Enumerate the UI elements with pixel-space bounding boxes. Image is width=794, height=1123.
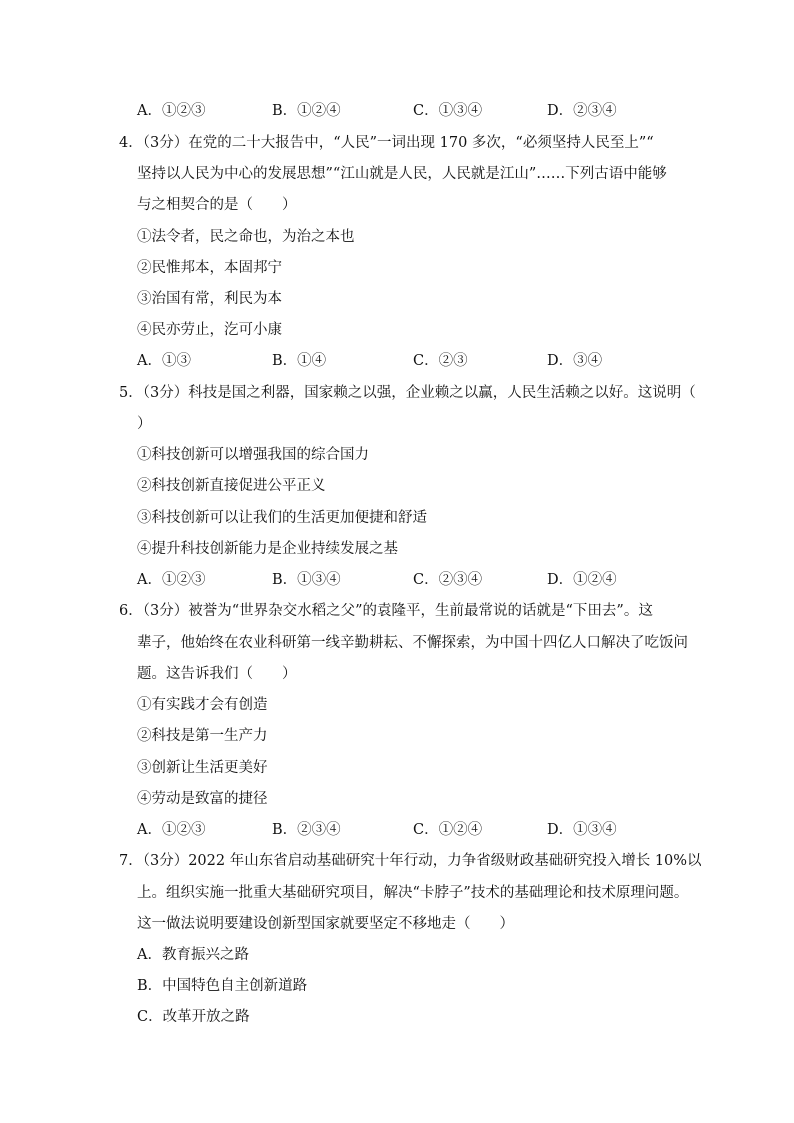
q5-option-c: C．②③④ [413, 572, 483, 588]
q4-option-a: A．①③ [137, 353, 191, 369]
q4-item-3: ③治国有常，利民为本 [137, 291, 282, 307]
q7-option-c: C．改革开放之路 [137, 1009, 250, 1025]
q4-option-b: B．①④ [272, 353, 327, 369]
q6-stem-line-3: 题。这告诉我们（ ） [137, 666, 297, 682]
q4-item-4: ④民亦劳止，汔可小康 [137, 322, 282, 338]
q5-option-a: A．①②③ [137, 572, 206, 588]
q4-options [137, 351, 697, 371]
q4-stem-line-2: 坚持以人民为中心的发展思想”“江山就是人民，人民就是江山”……下列古语中能够 [137, 166, 667, 182]
q6-item-2: ②科技是第一生产力 [137, 728, 268, 744]
q6-option-b: B．②③④ [272, 822, 341, 838]
q7-stem-line-3: 这一做法说明要建设创新型国家就要坚定不移地走（ ） [137, 916, 514, 932]
q5-option-d: D．①②④ [547, 572, 617, 588]
q4-item-2: ②民惟邦本，本固邦宁 [137, 260, 282, 276]
q5-option-b: B．①③④ [272, 572, 341, 588]
q6-item-3: ③创新让生活更美好 [137, 760, 268, 776]
q3-option-c: C．①③④ [413, 103, 483, 119]
q6-option-c: C．①②④ [413, 822, 483, 838]
q3-option-d: D．②③④ [547, 103, 617, 119]
q4-option-c: C．②③ [413, 353, 468, 369]
q7-stem-line-2: 上。组织实施一批重大基础研究项目，解决“卡脖子”技术的基础理论和技术原理问题。 [137, 885, 689, 901]
q7-option-a: A．教育振兴之路 [137, 947, 249, 963]
q6-item-1: ①有实践才会有创造 [137, 697, 268, 713]
q6-stem-line-1: 6．（3分）被誉为“世界杂交水稻之父”的袁隆平，生前最常说的话就是“下田去”。这 [119, 603, 653, 619]
q7-stem-line-1: 7．（3分）2022 年山东省启动基础研究十年行动，力争省级财政基础研究投入增长 10%以 [119, 853, 702, 869]
q5-item-1: ①科技创新可以增强我国的综合国力 [137, 447, 369, 463]
q3-option-a: A．①②③ [137, 103, 206, 119]
q6-option-d: D．①③④ [547, 822, 617, 838]
q4-stem-line-3: 与之相契合的是（ ） [137, 197, 297, 213]
q4-stem-line-1: 4．（3分）在党的二十大报告中，“人民”一词出现 170 多次，“必须坚持人民至上”“ [119, 135, 654, 151]
q4-item-1: ①法令者，民之命也，为治之本也 [137, 229, 355, 245]
q6-option-a: A．①②③ [137, 822, 206, 838]
q5-stem-line-1: 5．（3分）科技是国之利器，国家赖之以强，企业赖之以赢，人民生活赖之以好。这说明（ [119, 385, 696, 401]
q5-stem-line-2: ） [137, 416, 152, 432]
q5-item-3: ③科技创新可以让我们的生活更加便捷和舒适 [137, 510, 427, 526]
q3-options [137, 101, 697, 121]
q6-options [137, 820, 697, 840]
q3-option-b: B．①②④ [272, 103, 341, 119]
q5-item-4: ④提升科技创新能力是企业持续发展之基 [137, 541, 398, 557]
q4-option-d: D．③④ [547, 353, 603, 369]
q6-item-4: ④劳动是致富的捷径 [137, 791, 268, 807]
q6-stem-line-2: 辈子，他始终在农业科研第一线辛勤耕耘、不懈探索，为中国十四亿人口解决了吃饭问 [137, 635, 688, 651]
q5-item-2: ②科技创新直接促进公平正义 [137, 478, 326, 494]
q7-option-b: B．中国特色自主创新道路 [137, 978, 308, 994]
q5-options [137, 570, 697, 590]
